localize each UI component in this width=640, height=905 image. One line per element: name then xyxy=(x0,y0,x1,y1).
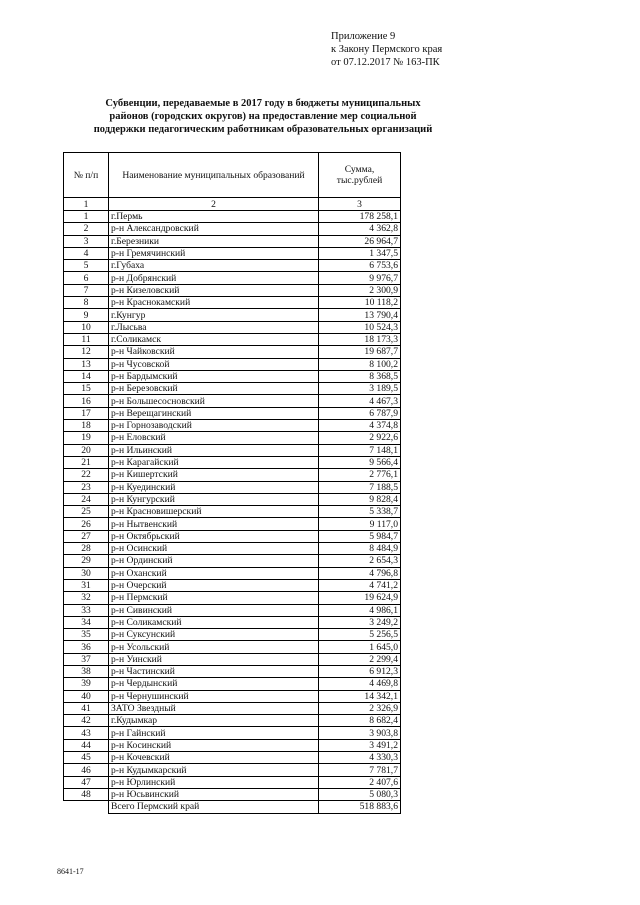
cell-sum: 4 362,8 xyxy=(319,223,401,235)
index-2: 2 xyxy=(109,198,319,211)
cell-name: р-н Суксунский xyxy=(109,629,319,641)
cell-name: р-н Чусовской xyxy=(109,358,319,370)
cell-sum: 2 776,1 xyxy=(319,469,401,481)
cell-sum: 3 249,2 xyxy=(319,616,401,628)
cell-sum: 4 741,2 xyxy=(319,579,401,591)
cell-name: р-н Ильинский xyxy=(109,444,319,456)
cell-sum: 7 148,1 xyxy=(319,444,401,456)
cell-name: р-н Кудымкарский xyxy=(109,764,319,776)
cell-sum: 18 173,3 xyxy=(319,333,401,345)
table-row xyxy=(64,567,401,579)
table-row xyxy=(64,727,401,739)
table-row xyxy=(64,309,401,321)
cell-num: 24 xyxy=(64,493,109,505)
header-num: № п/п xyxy=(64,153,109,198)
cell-sum: 2 654,3 xyxy=(319,555,401,567)
cell-num: 5 xyxy=(64,260,109,272)
cell-name: р-н Кунгурский xyxy=(109,493,319,505)
table-index-row xyxy=(64,198,401,211)
cell-name: р-н Сивинский xyxy=(109,604,319,616)
table-row xyxy=(64,629,401,641)
table-row xyxy=(64,592,401,604)
cell-name: р-н Верещагинский xyxy=(109,407,319,419)
table-row xyxy=(64,579,401,591)
header-sum: Сумма, тыс.рублей xyxy=(319,153,401,198)
cell-num: 1 xyxy=(64,211,109,223)
table-row xyxy=(64,272,401,284)
cell-num: 44 xyxy=(64,739,109,751)
cell-num: 22 xyxy=(64,469,109,481)
total-row xyxy=(64,801,401,813)
table-row xyxy=(64,752,401,764)
table-row xyxy=(64,297,401,309)
cell-num: 37 xyxy=(64,653,109,665)
table-row xyxy=(64,764,401,776)
cell-sum: 4 796,8 xyxy=(319,567,401,579)
index-1: 1 xyxy=(64,198,109,211)
cell-sum: 178 258,1 xyxy=(319,211,401,223)
cell-name: г.Губаха xyxy=(109,260,319,272)
cell-num: 28 xyxy=(64,543,109,555)
cell-num: 7 xyxy=(64,284,109,296)
cell-name: р-н Карагайский xyxy=(109,456,319,468)
cell-num: 11 xyxy=(64,333,109,345)
cell-sum: 2 299,4 xyxy=(319,653,401,665)
cell-sum: 6 787,9 xyxy=(319,407,401,419)
table-row xyxy=(64,456,401,468)
cell-name: г.Соликамск xyxy=(109,333,319,345)
cell-sum: 8 682,4 xyxy=(319,715,401,727)
cell-num: 48 xyxy=(64,788,109,800)
cell-sum: 1 347,5 xyxy=(319,247,401,259)
cell-num: 41 xyxy=(64,702,109,714)
table-row xyxy=(64,247,401,259)
cell-sum: 7 781,7 xyxy=(319,764,401,776)
table-body xyxy=(64,211,401,801)
cell-num: 25 xyxy=(64,506,109,518)
cell-name: р-н Пермский xyxy=(109,592,319,604)
table-row xyxy=(64,481,401,493)
table-row xyxy=(64,530,401,542)
cell-sum: 3 491,2 xyxy=(319,739,401,751)
cell-num: 42 xyxy=(64,715,109,727)
cell-name: г.Пермь xyxy=(109,211,319,223)
cell-num: 18 xyxy=(64,420,109,432)
cell-name: р-н Октябрьский xyxy=(109,530,319,542)
cell-name: р-н Добрянский xyxy=(109,272,319,284)
cell-sum: 4 986,1 xyxy=(319,604,401,616)
cell-num: 19 xyxy=(64,432,109,444)
table-row xyxy=(64,653,401,665)
title-line-3: поддержки педагогическим работникам образовательных организаций xyxy=(93,124,433,135)
cell-name: р-н Горнозаводский xyxy=(109,420,319,432)
cell-sum: 9 828,4 xyxy=(319,493,401,505)
table-row xyxy=(64,260,401,272)
total-sum: 518 883,6 xyxy=(319,801,401,813)
cell-num: 38 xyxy=(64,665,109,677)
cell-name: р-н Усольский xyxy=(109,641,319,653)
cell-num: 47 xyxy=(64,776,109,788)
cell-sum: 13 790,4 xyxy=(319,309,401,321)
cell-sum: 2 407,6 xyxy=(319,776,401,788)
cell-sum: 4 467,3 xyxy=(319,395,401,407)
appendix-line-2: к Закону Пермского края xyxy=(331,44,443,55)
index-3: 3 xyxy=(319,198,401,211)
table-row xyxy=(64,444,401,456)
cell-name: г.Березники xyxy=(109,235,319,247)
cell-num: 12 xyxy=(64,346,109,358)
cell-sum: 3 903,8 xyxy=(319,727,401,739)
cell-num: 30 xyxy=(64,567,109,579)
cell-num: 31 xyxy=(64,579,109,591)
cell-sum: 4 330,3 xyxy=(319,752,401,764)
cell-num: 9 xyxy=(64,309,109,321)
table-row xyxy=(64,284,401,296)
table-row xyxy=(64,543,401,555)
cell-sum: 9 117,0 xyxy=(319,518,401,530)
cell-num: 29 xyxy=(64,555,109,567)
cell-name: р-н Кишертский xyxy=(109,469,319,481)
cell-name: р-н Соликамский xyxy=(109,616,319,628)
cell-name: р-н Бардымский xyxy=(109,370,319,382)
appendix-line-1: Приложение 9 xyxy=(331,31,396,42)
cell-name: р-н Частинский xyxy=(109,665,319,677)
cell-num: 45 xyxy=(64,752,109,764)
cell-sum: 5 080,3 xyxy=(319,788,401,800)
cell-name: г.Кунгур xyxy=(109,309,319,321)
cell-name: р-н Кизеловский xyxy=(109,284,319,296)
table-row xyxy=(64,370,401,382)
cell-name: г.Кудымкар xyxy=(109,715,319,727)
table-row xyxy=(64,407,401,419)
cell-num: 35 xyxy=(64,629,109,641)
document-code: 8641-17 xyxy=(57,867,84,876)
cell-sum: 2 922,6 xyxy=(319,432,401,444)
cell-sum: 5 256,5 xyxy=(319,629,401,641)
cell-sum: 5 338,7 xyxy=(319,506,401,518)
table-row xyxy=(64,358,401,370)
table-row xyxy=(64,641,401,653)
table-row xyxy=(64,776,401,788)
cell-name: р-н Ординский xyxy=(109,555,319,567)
table-row xyxy=(64,346,401,358)
table-row xyxy=(64,321,401,333)
cell-sum: 3 189,5 xyxy=(319,383,401,395)
table-row xyxy=(64,211,401,223)
appendix-header xyxy=(331,30,531,69)
cell-num: 17 xyxy=(64,407,109,419)
cell-sum: 4 374,8 xyxy=(319,420,401,432)
total-blank xyxy=(64,801,109,813)
cell-sum: 6 753,6 xyxy=(319,260,401,272)
cell-name: ЗАТО Звездный xyxy=(109,702,319,714)
cell-sum: 8 484,9 xyxy=(319,543,401,555)
cell-name: р-н Большесосновский xyxy=(109,395,319,407)
cell-num: 36 xyxy=(64,641,109,653)
table-row xyxy=(64,333,401,345)
cell-num: 39 xyxy=(64,678,109,690)
table-row xyxy=(64,493,401,505)
cell-num: 10 xyxy=(64,321,109,333)
cell-name: р-н Юсьвинский xyxy=(109,788,319,800)
cell-sum: 10 524,3 xyxy=(319,321,401,333)
cell-name: р-н Куединский xyxy=(109,481,319,493)
cell-name: р-н Кочевский xyxy=(109,752,319,764)
title-line-1: Субвенции, передаваемые в 2017 году в бюджеты муниципальных xyxy=(105,98,421,109)
cell-num: 27 xyxy=(64,530,109,542)
table-row xyxy=(64,432,401,444)
cell-num: 23 xyxy=(64,481,109,493)
cell-num: 15 xyxy=(64,383,109,395)
table-row xyxy=(64,715,401,727)
table-row xyxy=(64,665,401,677)
cell-sum: 2 300,9 xyxy=(319,284,401,296)
cell-num: 46 xyxy=(64,764,109,776)
cell-num: 40 xyxy=(64,690,109,702)
table-row xyxy=(64,383,401,395)
cell-num: 13 xyxy=(64,358,109,370)
cell-name: р-н Красновишерский xyxy=(109,506,319,518)
cell-num: 6 xyxy=(64,272,109,284)
cell-sum: 6 912,3 xyxy=(319,665,401,677)
cell-sum: 26 964,7 xyxy=(319,235,401,247)
cell-num: 16 xyxy=(64,395,109,407)
appendix-line-3: от 07.12.2017 № 163-ПК xyxy=(331,57,440,68)
cell-num: 26 xyxy=(64,518,109,530)
cell-sum: 5 984,7 xyxy=(319,530,401,542)
table-row xyxy=(64,506,401,518)
table-row xyxy=(64,788,401,800)
cell-num: 2 xyxy=(64,223,109,235)
cell-num: 14 xyxy=(64,370,109,382)
cell-name: р-н Чайковский xyxy=(109,346,319,358)
cell-sum: 9 566,4 xyxy=(319,456,401,468)
cell-name: р-н Очерский xyxy=(109,579,319,591)
cell-num: 4 xyxy=(64,247,109,259)
cell-name: р-н Еловский xyxy=(109,432,319,444)
cell-name: р-н Юрлинский xyxy=(109,776,319,788)
table-row xyxy=(64,739,401,751)
cell-num: 20 xyxy=(64,444,109,456)
cell-sum: 14 342,1 xyxy=(319,690,401,702)
table-row xyxy=(64,420,401,432)
cell-sum: 2 326,9 xyxy=(319,702,401,714)
cell-num: 32 xyxy=(64,592,109,604)
cell-name: р-н Березовский xyxy=(109,383,319,395)
cell-name: р-н Александровский xyxy=(109,223,319,235)
cell-name: р-н Косинский xyxy=(109,739,319,751)
table-row xyxy=(64,469,401,481)
cell-num: 21 xyxy=(64,456,109,468)
table-row xyxy=(64,702,401,714)
cell-num: 34 xyxy=(64,616,109,628)
cell-name: р-н Краснокамский xyxy=(109,297,319,309)
cell-name: р-н Уинский xyxy=(109,653,319,665)
cell-num: 3 xyxy=(64,235,109,247)
cell-name: р-н Гремячинский xyxy=(109,247,319,259)
cell-num: 8 xyxy=(64,297,109,309)
cell-name: р-н Осинский xyxy=(109,543,319,555)
cell-name: р-н Оханский xyxy=(109,567,319,579)
cell-sum: 4 469,8 xyxy=(319,678,401,690)
cell-sum: 8 368,5 xyxy=(319,370,401,382)
cell-sum: 19 624,9 xyxy=(319,592,401,604)
cell-sum: 1 645,0 xyxy=(319,641,401,653)
table-row xyxy=(64,518,401,530)
title-line-2: районов (городских округов) на предоставление мер социальной xyxy=(109,111,417,122)
cell-sum: 19 687,7 xyxy=(319,346,401,358)
cell-sum: 7 188,5 xyxy=(319,481,401,493)
cell-name: р-н Чердынский xyxy=(109,678,319,690)
table-row xyxy=(64,223,401,235)
cell-name: г.Лысьва xyxy=(109,321,319,333)
cell-name: р-н Нытвенский xyxy=(109,518,319,530)
total-label: Всего Пермский край xyxy=(109,801,319,813)
document-title xyxy=(70,97,456,136)
table-header-row xyxy=(64,153,401,198)
cell-num: 33 xyxy=(64,604,109,616)
header-name: Наименование муниципальных образований xyxy=(109,153,319,198)
table-row xyxy=(64,235,401,247)
table-row xyxy=(64,678,401,690)
table-row xyxy=(64,555,401,567)
cell-sum: 10 118,2 xyxy=(319,297,401,309)
cell-name: р-н Гайнский xyxy=(109,727,319,739)
cell-name: р-н Чернушинский xyxy=(109,690,319,702)
cell-sum: 8 100,2 xyxy=(319,358,401,370)
subvention-table xyxy=(63,152,401,814)
cell-sum: 9 976,7 xyxy=(319,272,401,284)
table-row xyxy=(64,616,401,628)
table-row xyxy=(64,690,401,702)
table-row xyxy=(64,604,401,616)
table-row xyxy=(64,395,401,407)
cell-num: 43 xyxy=(64,727,109,739)
